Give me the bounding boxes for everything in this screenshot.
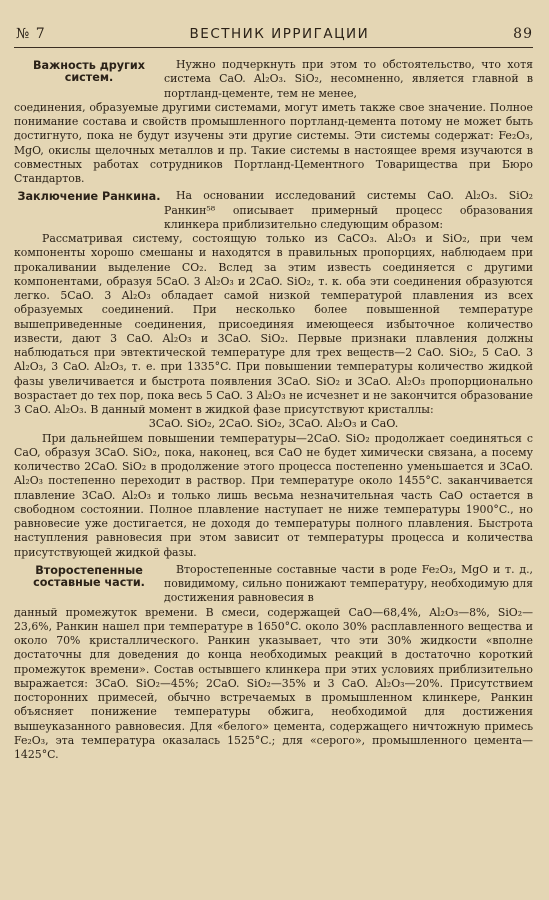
paragraph-importance: соединения, образуемые другими системами, могут иметь также свое значение. Полное понимание состава и свойств промышленного портланд-цемента потому не может быть достигнуто, пока не будут изучены эти другие системы. Эти системы содержат: Fe₂O₃, MgO, окислы щелочных металлов и пр. Такие системы в настоящее время изучаются в совместных работах сотрудников Портланд-Цементного Товарищества при Бюро Стандартов.: [14, 100, 533, 185]
header-rule: [14, 47, 533, 48]
article-body: [14, 58, 533, 762]
section-heading-secondary: Второстепенные составные части.: [33, 563, 145, 589]
journal-title: ВЕСТНИК ИРРИГАЦИИ: [189, 26, 370, 42]
page-number: 89: [513, 26, 533, 42]
section-rankin: [14, 189, 533, 232]
crystal-formula: 3CaO. SiO₂, 2CaO. SiO₂, 3CaO. Al₂O₃ и CaO.: [148, 417, 399, 431]
section-secondary: [14, 563, 533, 606]
section-heading-rankin: Заключение Ранкина.: [17, 190, 161, 204]
section-lead-secondary: Второстепенные составные части в роде Fe₂O₃, MgO и т. д., повидимому, сильно понижают температуру, необходимую для достижения равновесия в: [164, 562, 533, 605]
paragraph-rankin-1: Рассматривая систему, состоящую только из CaCO₃. Al₂O₃ и SiO₂, при чем компоненты хорошо смешаны и находятся в правильных пропорциях, наблюдаем при прокаливании выделение CO₂. Вслед за этим известь соединяется с другими компонентами, образуя 5CaO. 3 Al₂O₃ и 2CaO. SiO₂, т. к. оба эти соединения образуются легко. 5CaO. 3 Al₂O₃ обладает самой низкой температурой плавления из всех образуемых соединений. При несколько более повышенной температуре вышеприведенные соединения, присоединяя имеющееся избыточное количество извести, дают 3 CaO. Al₂O₃ и 3CaO. SiO₂. Первые признаки плавления должны наблюдаться при эвтектической температуре для трех веществ—2 CaO. SiO₂, 5 CaO. 3 Al₂O₃, 3 CaO. Al₂O₃, т. е. при 1335°C. При повышении температуры количество жидкой фазы увеличивается и быстрота появления 3CaO. SiO₂ и 3CaO. Al₂O₃ пропорционально возрастает до тех пор, пока весь 5 CaO. 3 Al₂O₃ не исчезнет и не закончится образование 3 CaO. Al₂O₃. В данный момент в жидкой фазе присутствуют кристаллы:: [14, 232, 533, 416]
section-heading-importance: Важность других систем.: [33, 59, 145, 84]
page-header: [16, 26, 533, 42]
paragraph-secondary: данный промежуток времени. В смеси, содержащей CaO—68,4%, Al₂O₃—8%, SiO₂—23,6%, Ранкин нашел при температуре в 1650°C. около 30% расплавленного вещества и около 70% кристаллического. Ранкин указывает, что эти 30% жидкости «вполне достаточны для доведения до конца необходимых реакций в достаточно короткий промежуток времени». Состав остывшего клинкера при этих условиях приблизительно выражается: 3CaO. SiO₂—45%; 2CaO. SiO₂—35% и 3 CaO. Al₂O₃—20%. Присутствием посторонних примесей, обычно встречаемых в промышленном клинкере, Ранкин объясняет понижение температуры обжига, необходимой для достижения вышеуказанного равновесия. Для «белого» цемента, содержащего ничтожную примесь Fe₂O₃, эта температура оказалась 1525°C.; для «серого», промышленного цемента—1425°C.: [14, 605, 533, 761]
section-lead-rankin: На основании исследований системы CaO. Al₂O₃. SiO₂ Ранкин⁵⁸ описывает примерный процесс образования клинкера приблизительно следующим образом:: [164, 189, 533, 231]
issue-number: № 7: [16, 26, 46, 42]
paragraph-rankin-2: При дальнейшем повышении температуры—2CaO. SiO₂ продолжает соединяться с CaO, образуя 3CaO. SiO₂, пока, наконец, вся CaO не будет химически связана, а посему количество 2CaO. SiO₂ в продолжение этого процесса постепенно уменьшается и 3CaO. Al₂O₃ постепенно переходит в раствор. При температуре около 1455°C. заканчивается плавление 3CaO. Al₂O₃ и только лишь весьма незначительная часть CaO остается в свободном состоянии. Полное плавление наступает не ниже температуры 1900°C., но равновесие уже достигается, не доходя до температуры полного плавления. Быстрота наступления равновесия при этом зависит от температуры процесса и количества присутствующей жидкой фазы.: [14, 431, 533, 559]
section-importance: [14, 58, 533, 101]
section-lead-importance: Нужно подчеркнуть при этом то обстоятельство, что хотя система CaO. Al₂O₃. SiO₂, несомненно, является главной в портланд-цементе, тем не менее,: [164, 58, 533, 100]
